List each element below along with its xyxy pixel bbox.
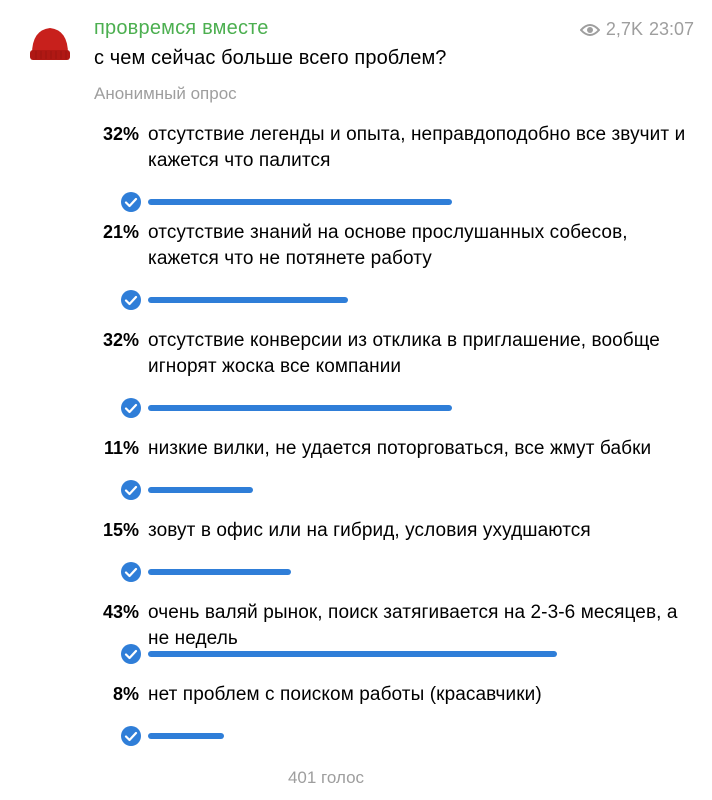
check-circle-icon — [120, 561, 142, 583]
views-count: 2,7K — [605, 19, 643, 39]
post-time: 23:07 — [648, 19, 694, 39]
option-bar — [148, 405, 452, 411]
option-text: очень валяй рынок, поиск затягивается на 2-3-6 месяцев, а не недель — [148, 602, 678, 649]
option-text: отсутствие знаний на основе прослушанных собесов, кажется что не потянете работу — [148, 222, 628, 269]
option-text: низкие вилки, не удается поторговаться, все жмут бабки — [148, 438, 652, 459]
option-percent: 8% — [112, 684, 139, 704]
option-text: зовут в офис или на гибрид, условия ухудшаются — [148, 520, 591, 541]
option-bar — [148, 651, 557, 657]
option-percent: 21% — [102, 222, 139, 242]
check-circle-icon — [120, 479, 142, 501]
total-votes[interactable]: 401 голос — [287, 768, 365, 787]
option-bar — [148, 569, 291, 575]
option-percent: 15% — [102, 520, 139, 540]
option-bar — [148, 487, 253, 493]
option-bar — [148, 733, 224, 739]
option-text: отсутствие конверсии из отклика в приглашение, вообще игнорят жоска все компании — [148, 330, 660, 377]
avatar[interactable] — [24, 18, 76, 70]
option-percent: 32% — [102, 124, 139, 144]
option-bar — [148, 199, 452, 205]
post-meta — [580, 19, 694, 40]
option-percent: 32% — [102, 330, 139, 350]
option-percent: 43% — [102, 602, 139, 622]
option-percent: 11% — [103, 438, 139, 458]
check-circle-icon — [120, 289, 142, 311]
check-circle-icon — [120, 725, 142, 747]
poll-type-label: Анонимный опрос — [94, 84, 237, 103]
channel-name[interactable]: провремся вместе — [94, 17, 269, 39]
poll-question: с чем сейчас больше всего проблем? — [94, 47, 447, 69]
option-bar — [148, 297, 348, 303]
check-circle-icon — [120, 643, 142, 665]
check-circle-icon — [120, 397, 142, 419]
option-text: нет проблем с поиском работы (красавчики) — [148, 684, 542, 705]
eye-icon — [580, 23, 600, 37]
check-circle-icon — [120, 191, 142, 213]
option-text: отсутствие легенды и опыта, неправдоподобно все звучит и кажется что палится — [148, 124, 686, 171]
